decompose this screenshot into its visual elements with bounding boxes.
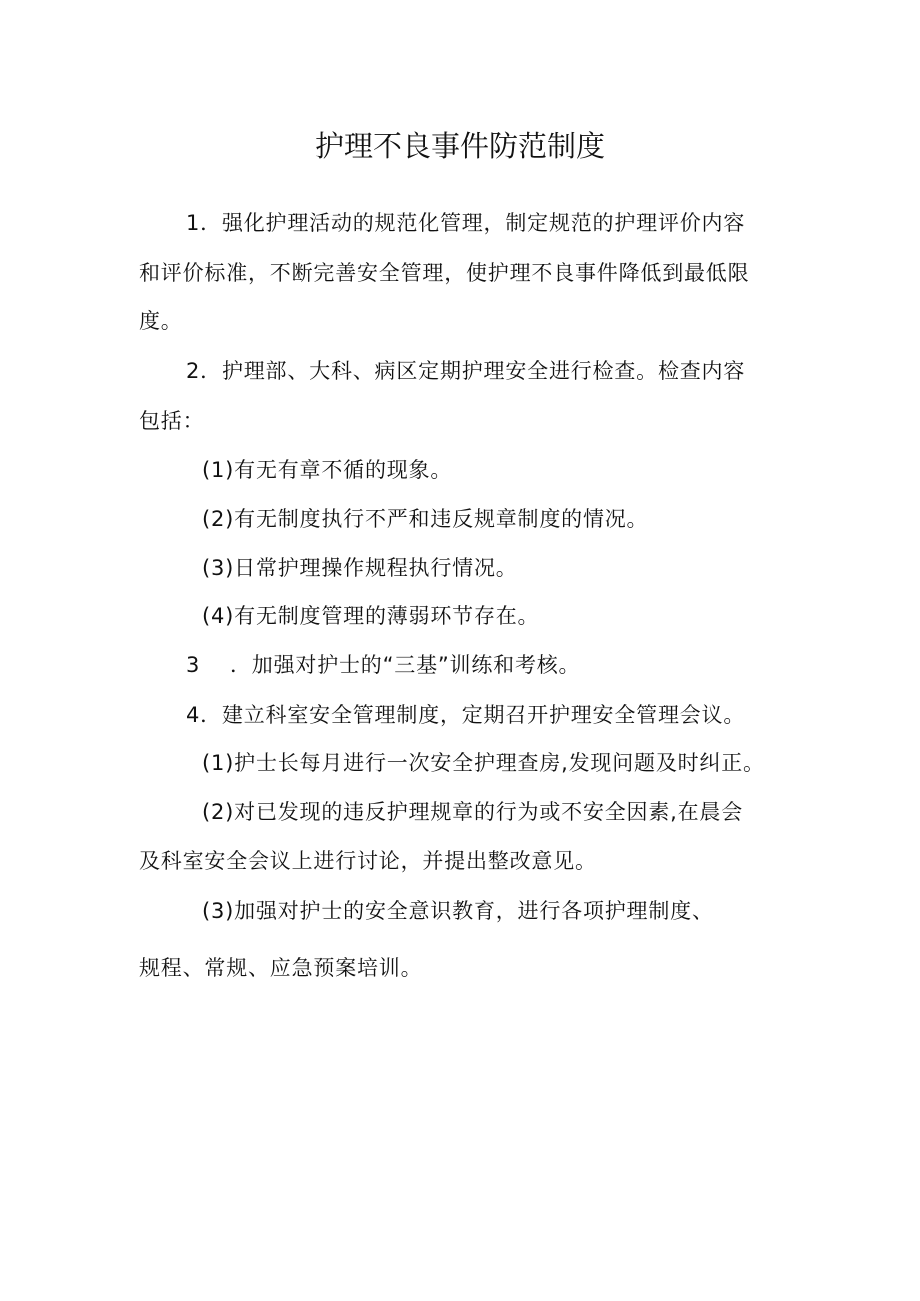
measure-item-1: (1)护士长每月进行一次安全护理查房,发现问题及时纠正。 [202, 751, 765, 775]
paragraph-1-line-3: 度。 [139, 309, 183, 333]
check-item-4: (4)有无制度管理的薄弱环节存在。 [202, 604, 540, 628]
measure-item-2-line-1: (2)对已发现的违反护理规章的行为或不安全因素,在晨会 [202, 800, 744, 824]
paragraph-3-number: 3 [186, 653, 201, 677]
paragraph-3 [186, 650, 580, 680]
paragraph-2-line-2: 包括： [139, 409, 205, 433]
paragraph-4: 4．建立科室安全管理制度，定期召开护理安全管理会议。 [186, 703, 746, 727]
paragraph-1-line-1: 1．强化护理活动的规范化管理，制定规范的护理评价内容 [186, 211, 746, 235]
paragraph-1-line-2: 和评价标准，不断完善安全管理，使护理不良事件降低到最低限 [139, 261, 750, 285]
measure-item-3-line-2: 规程、常规、应急预案培训。 [139, 956, 423, 980]
measure-item-3-line-1: (3)加强对护士的安全意识教育，进行各项护理制度、 [202, 899, 714, 923]
measure-item-2-line-2: 及科室安全会议上进行讨论，并提出整改意见。 [139, 849, 597, 873]
check-item-2: (2)有无制度执行不严和违反规章制度的情况。 [202, 507, 649, 531]
check-item-3: (3)日常护理操作规程执行情况。 [202, 556, 518, 580]
document-title: 护理不良事件防范制度 [314, 129, 605, 163]
paragraph-2-line-1: 2．护理部、大科、病区定期护理安全进行检查。检查内容 [186, 359, 746, 383]
paragraph-3-text: ．加强对护士的“三基”训练和考核。 [230, 653, 581, 677]
check-item-1: (1)有无有章不循的现象。 [202, 458, 453, 482]
